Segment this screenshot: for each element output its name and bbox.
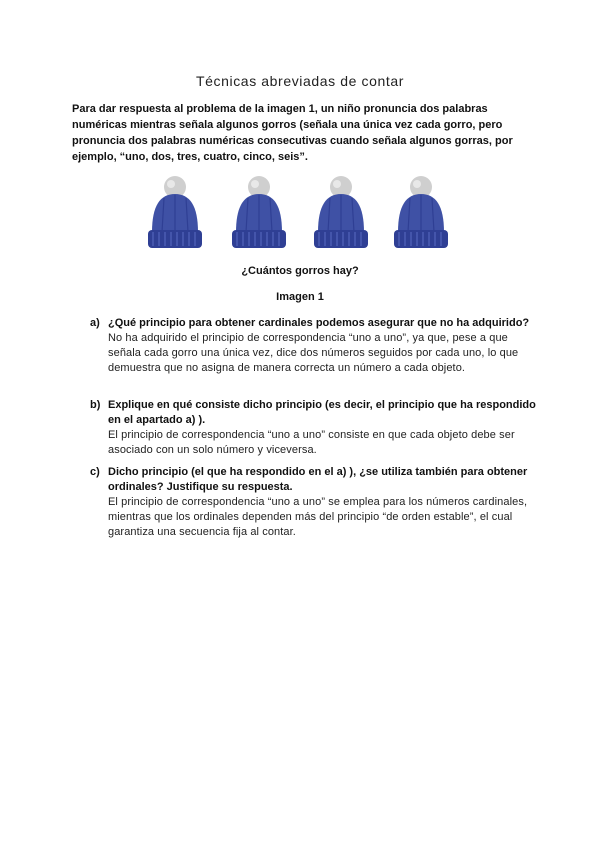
question-block-c [90,465,540,540]
item-letter: b) [90,399,101,411]
intro-paragraph: Para dar respuesta al problema de la imagen 1, un niño pronuncia dos palabras numéricas mientras señala algunos gorros (señala una única vez cada gorro, pero pronuncia dos palabras numéricas consecutivas cuando señala algunos gorras, por ejemplo, “uno, dos, tres, cuatro, cinco, seis”. [72,103,513,163]
wool-hat-icon [144,176,206,250]
item-letter: a) [90,317,100,329]
count-question: ¿Cuántos gorros hay? [241,265,359,277]
question-block-b [90,398,540,458]
wool-hat-icon [310,176,372,250]
question-text: Dicho principio (el que ha respondido en el a) ), ¿se utiliza también para obtener ordinales? Justifique su respuesta. [108,466,528,493]
answer-text: No ha adquirido el principio de correspondencia “uno a uno”, ya que, pese a que señala cada gorro una única vez, dice dos números seguidos por cada uno, lo que demuestra que no asigna de manera correcta un número a cada objeto. [108,332,519,374]
answer-text: El principio de correspondencia “uno a uno” consiste en que cada objeto debe ser asociado con un solo número y viceversa. [108,429,515,456]
page-title: Técnicas abreviadas de contar [195,73,405,89]
image-caption: Imagen 1 [276,291,324,303]
item-letter: c) [90,466,100,478]
wool-hat-icon [390,176,452,250]
answer-text: El principio de correspondencia “uno a uno” se emplea para los números cardinales, mientras que los ordinales dependen más del principio “de orden estable”, el cual garantiza una secuencia fija al contar. [108,496,528,538]
hats-illustration [144,176,464,252]
question-text: Explique en qué consiste dicho principio (es decir, el principio que ha respondido en el apartado a) ). [108,399,536,426]
question-text: ¿Qué principio para obtener cardinales podemos asegurar que no ha adquirido? [108,317,530,329]
question-block-a [90,316,540,376]
wool-hat-icon [228,176,290,250]
